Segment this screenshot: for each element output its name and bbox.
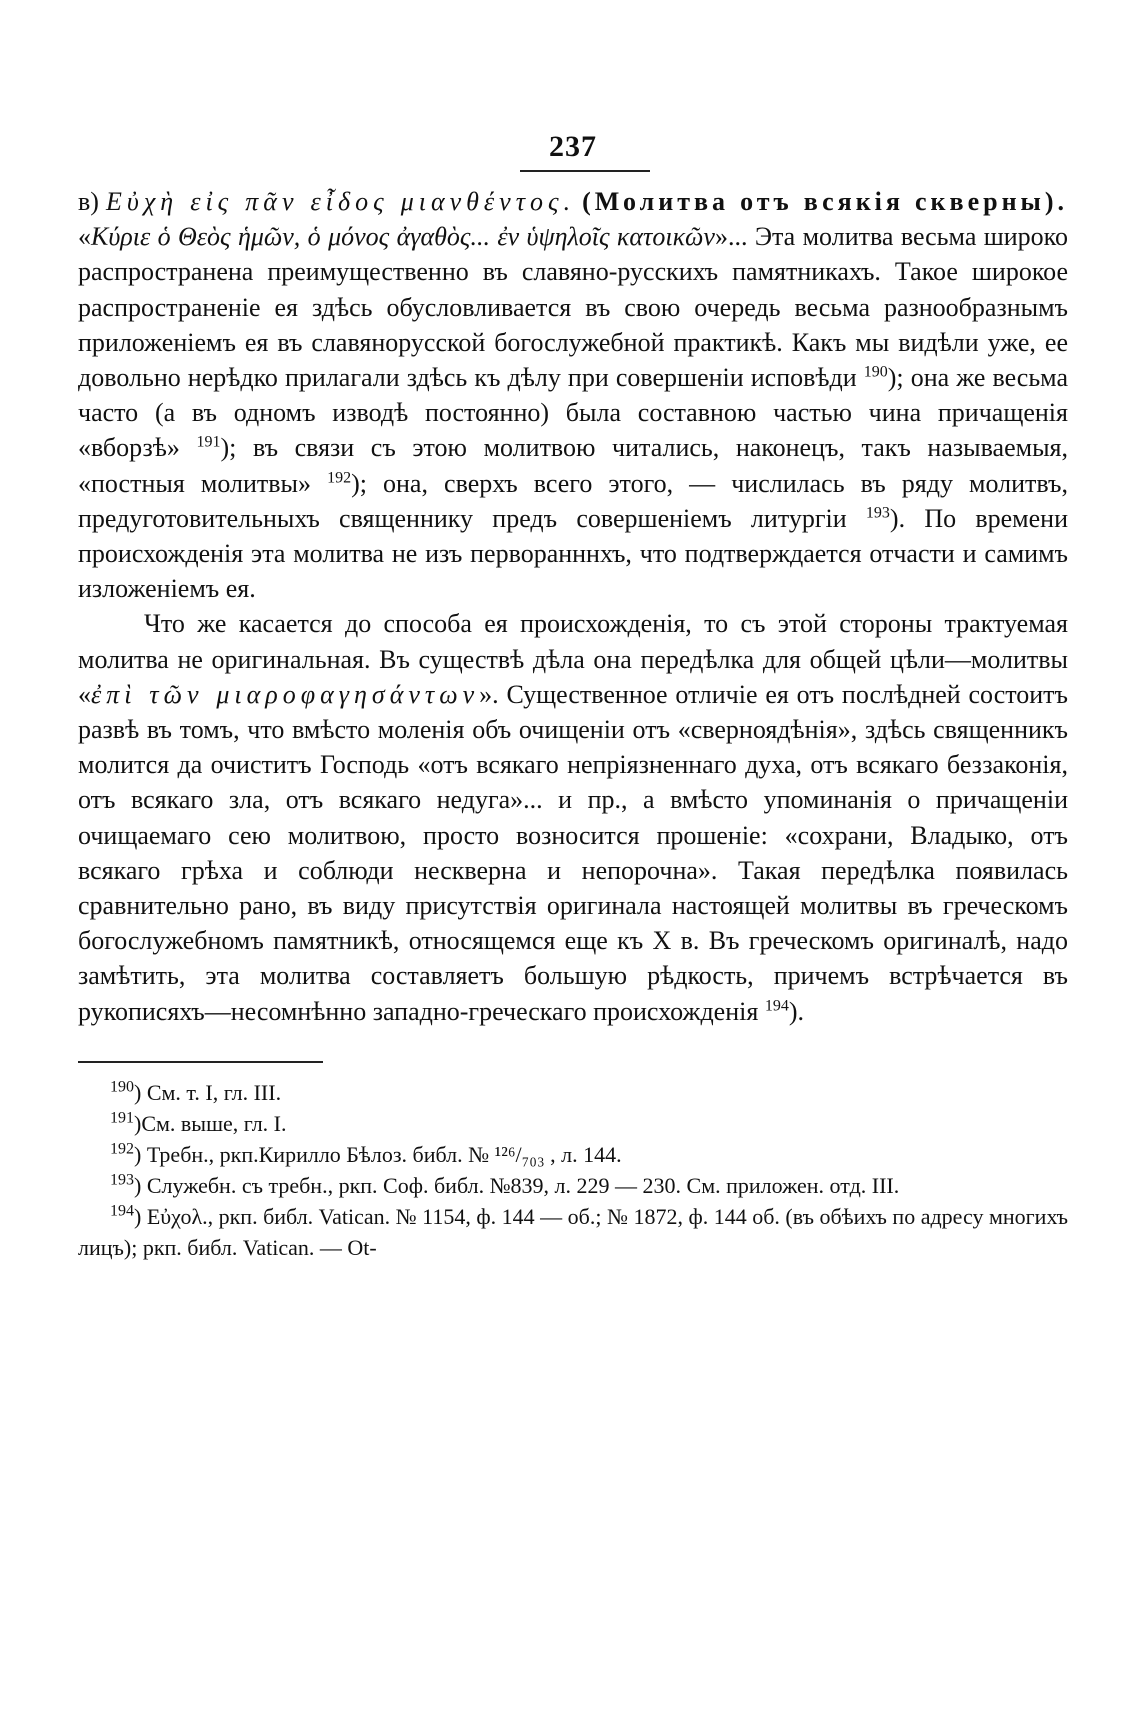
footnote-ref-194[interactable]: 194 <box>764 997 789 1015</box>
greek-phrase: ἐπὶ τῶν μιαροφαγησάντων <box>91 679 480 709</box>
footnote-192 <box>78 1139 1068 1170</box>
footnote-194 <box>78 1201 1068 1263</box>
page <box>78 130 1068 1263</box>
text-span: ). <box>788 996 804 1026</box>
greek-title: Εὐχὴ εἰς πᾶν εἶδος μιανθέντος. <box>106 187 576 216</box>
prayer-title: (Молитва отъ всякія скверны). <box>582 187 1069 216</box>
text-span: ). По времени происхожденія эта молитва не изъ перворанннхъ, что подтверждается отчасти и самимъ изложеніемъ ея. <box>78 503 1068 604</box>
page-number: 237 <box>549 130 597 163</box>
footnote-number: 190 <box>110 1078 134 1096</box>
text-span: ); въ связи съ этою молитвою читались, наконецъ, такъ называемыя, «постныя молитвы» <box>78 433 1068 498</box>
footnote-ref-193[interactable]: 193 <box>865 504 890 522</box>
footnote-ref-191[interactable]: 191 <box>196 433 221 451</box>
text-span: в) <box>78 187 106 216</box>
greek-incipit: Κύριε ὁ Θεὸς ἡμῶν, ὁ μόνος ἀγαθὸς... ἐν ὑψηλοῖς κατοικῶν <box>91 222 715 252</box>
footnote-193 <box>78 1170 1068 1201</box>
footnote-text: ) Служебн. съ требн., ркп. Соф. библ. №839, л. 229 — 230. См. приложен. отд. III. <box>134 1172 900 1198</box>
footnote-ref-190[interactable]: 190 <box>863 363 888 381</box>
footnote-191 <box>78 1108 1068 1139</box>
text-span: ); она, сверхъ всего этого, — числилась въ ряду молитвъ, предуготовительныхъ священнику предъ совершеніемъ литургіи <box>78 468 1068 533</box>
footnote-190 <box>78 1077 1068 1108</box>
footnote-text: ) Требн., ркп.Кирилло Бѣлоз. библ. № ¹²⁶/₇₀₃ , л. 144. <box>134 1141 622 1167</box>
footnote-text: )См. выше, гл. I. <box>134 1110 287 1136</box>
footnotes <box>78 1077 1068 1263</box>
footnote-text: ) См. т. I, гл. III. <box>134 1079 282 1105</box>
footnote-ref-192[interactable]: 192 <box>327 468 352 486</box>
footnote-rule <box>78 1061 323 1063</box>
footnote-number: 193 <box>110 1171 134 1189</box>
footnote-text: ) Εὐχολ., ркп. библ. Vatican. № 1154, ф. 144 — об.; № 1872, ф. 144 об. (въ обѣихъ по адресу многихъ лицъ); ркп. библ. Vatican. — Ot- <box>78 1203 1068 1260</box>
text-span: Что же касается до способа ея происхожденія, то съ этой стороны трактуемая молитва не оригинальная. Въ существѣ дѣла она передѣлка для общей цѣли—молитвы « <box>78 609 1068 709</box>
footnote-number: 191 <box>110 1109 134 1127</box>
text-span: »... Эта молитва весьма широко распространена преимущественно въ славяно-русскихъ памятникахъ. Такое широкое распространеніе ея здѣсь обусловливается въ свою очередь весьма разнообразнымъ приложеніемъ ея въ славянорусской богослужебной практикѣ. Какъ мы видѣли уже, ее довольно нерѣдко прилагали здѣсь къ дѣлу при совершеніи исповѣди <box>78 222 1068 393</box>
text-span: ». Существенное отличіе ея отъ послѣдней состоитъ развѣ въ томъ, что вмѣсто моленія объ очищеніи отъ «сверноядѣнія», здѣсь священникъ молится да очиститъ Господь «отъ всякаго непріязненнаго духа, отъ всякаго беззаконія, отъ всякаго зла, отъ всякаго недуга»... и пр., а вмѣсто упоминанія о причащеніи очищаемаго сею молитвою, просто возносится прошеніе: «сохрани, Владыко, отъ всякаго грѣха и соблюди несквернa и непорочна». Такая передѣлка появилась сравнительно рано, въ виду присутствія оригинала настоящей молитвы въ греческомъ богослужебномъ памятникѣ, относящемся еще къ X в. Въ греческомъ оригиналѣ, надо замѣтить, эта молитва составляетъ большую рѣдкость, причемъ встрѣчается въ рукописяхъ—несомнѣнно западно-греческаго происхожденія <box>78 679 1068 1026</box>
text-span: « <box>78 222 91 252</box>
footnote-number: 192 <box>110 1140 134 1158</box>
page-number-rule <box>520 170 650 172</box>
paragraph-2 <box>78 606 1068 1028</box>
paragraph-1 <box>78 184 1068 606</box>
footnote-number: 194 <box>110 1202 134 1220</box>
text-span: ); она же весьма часто (а въ одномъ изводѣ постоянно) была составною частью чина причащенія «вборзѣ» <box>78 363 1068 463</box>
